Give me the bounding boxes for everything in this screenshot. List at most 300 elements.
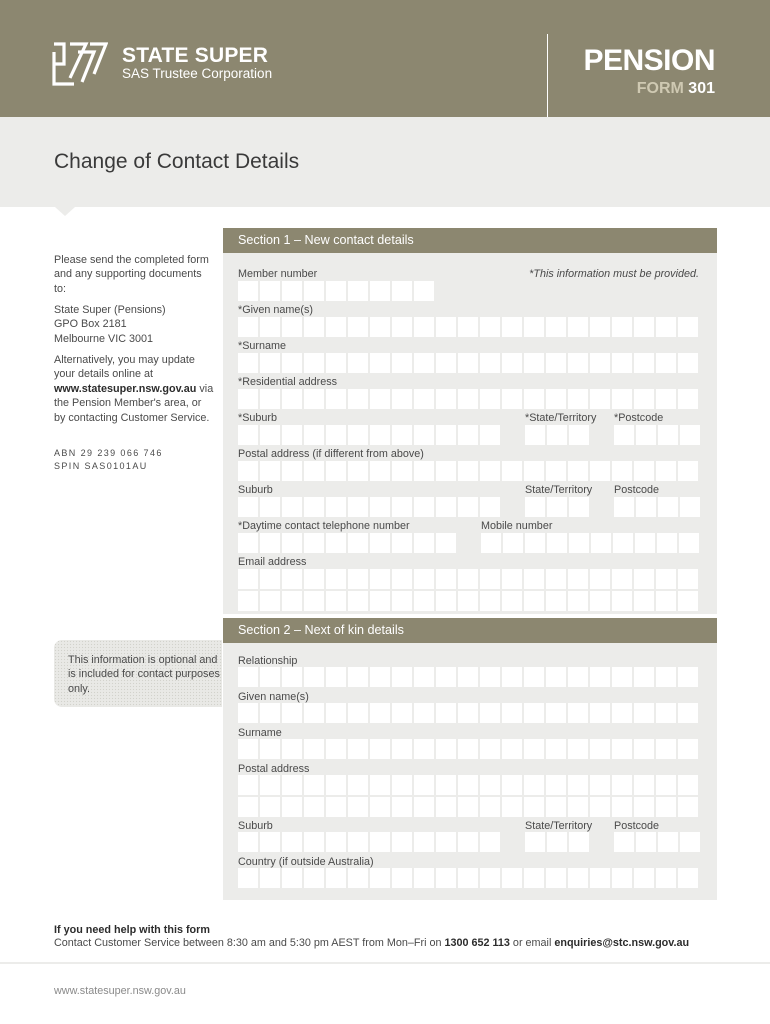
char-box[interactable]	[524, 739, 544, 759]
char-box[interactable]	[392, 868, 412, 888]
char-box[interactable]	[414, 832, 434, 852]
char-box[interactable]	[282, 591, 302, 611]
char-box[interactable]	[238, 461, 258, 481]
char-box[interactable]	[612, 667, 632, 687]
char-box[interactable]	[392, 425, 412, 445]
char-box[interactable]	[370, 569, 390, 589]
char-box[interactable]	[370, 533, 390, 553]
char-box[interactable]	[458, 775, 478, 795]
char-box[interactable]	[678, 569, 698, 589]
char-box[interactable]	[502, 703, 522, 723]
char-box[interactable]	[524, 775, 544, 795]
char-box[interactable]	[590, 389, 610, 409]
char-box[interactable]	[458, 353, 478, 373]
char-box[interactable]	[525, 497, 545, 517]
char-box[interactable]	[590, 775, 610, 795]
char-box[interactable]	[569, 425, 589, 445]
char-box[interactable]	[436, 739, 456, 759]
char-box[interactable]	[502, 868, 522, 888]
postal-postcode-input[interactable]	[614, 497, 702, 517]
char-box[interactable]	[348, 703, 368, 723]
char-box[interactable]	[524, 317, 544, 337]
char-box[interactable]	[612, 797, 632, 817]
char-box[interactable]	[348, 317, 368, 337]
char-box[interactable]	[656, 868, 676, 888]
char-box[interactable]	[568, 591, 588, 611]
char-box[interactable]	[304, 389, 324, 409]
char-box[interactable]	[547, 497, 567, 517]
char-box[interactable]	[282, 797, 302, 817]
char-box[interactable]	[414, 353, 434, 373]
char-box[interactable]	[568, 461, 588, 481]
daytime-phone-input[interactable]	[238, 533, 458, 553]
char-box[interactable]	[678, 591, 698, 611]
char-box[interactable]	[547, 533, 567, 553]
char-box[interactable]	[502, 667, 522, 687]
char-box[interactable]	[590, 591, 610, 611]
char-box[interactable]	[326, 667, 346, 687]
char-box[interactable]	[282, 533, 302, 553]
char-box[interactable]	[304, 533, 324, 553]
char-box[interactable]	[634, 569, 654, 589]
char-box[interactable]	[392, 775, 412, 795]
char-box[interactable]	[590, 797, 610, 817]
char-box[interactable]	[568, 797, 588, 817]
char-box[interactable]	[568, 775, 588, 795]
char-box[interactable]	[458, 703, 478, 723]
char-box[interactable]	[568, 739, 588, 759]
char-box[interactable]	[525, 832, 545, 852]
char-box[interactable]	[238, 389, 258, 409]
char-box[interactable]	[304, 461, 324, 481]
char-box[interactable]	[568, 569, 588, 589]
char-box[interactable]	[282, 317, 302, 337]
char-box[interactable]	[546, 591, 566, 611]
char-box[interactable]	[480, 868, 500, 888]
char-box[interactable]	[238, 317, 258, 337]
char-box[interactable]	[614, 832, 634, 852]
char-box[interactable]	[678, 739, 698, 759]
char-box[interactable]	[436, 353, 456, 373]
char-box[interactable]	[436, 425, 456, 445]
char-box[interactable]	[370, 497, 390, 517]
char-box[interactable]	[436, 667, 456, 687]
char-box[interactable]	[568, 389, 588, 409]
char-box[interactable]	[634, 317, 654, 337]
char-box[interactable]	[414, 667, 434, 687]
char-box[interactable]	[613, 533, 633, 553]
char-box[interactable]	[282, 353, 302, 373]
char-box[interactable]	[524, 461, 544, 481]
char-box[interactable]	[282, 497, 302, 517]
char-box[interactable]	[260, 533, 280, 553]
char-box[interactable]	[260, 497, 280, 517]
char-box[interactable]	[634, 353, 654, 373]
char-box[interactable]	[304, 569, 324, 589]
char-box[interactable]	[370, 461, 390, 481]
char-box[interactable]	[656, 569, 676, 589]
char-box[interactable]	[414, 533, 434, 553]
char-box[interactable]	[458, 667, 478, 687]
char-box[interactable]	[326, 703, 346, 723]
char-box[interactable]	[238, 569, 258, 589]
char-box[interactable]	[569, 832, 589, 852]
char-box[interactable]	[656, 667, 676, 687]
char-box[interactable]	[304, 425, 324, 445]
email-input-row-1[interactable]	[238, 569, 700, 589]
website-link[interactable]: www.statesuper.nsw.gov.au	[54, 985, 186, 997]
char-box[interactable]	[502, 389, 522, 409]
char-box[interactable]	[348, 281, 368, 301]
char-box[interactable]	[656, 461, 676, 481]
char-box[interactable]	[678, 797, 698, 817]
char-box[interactable]	[348, 425, 368, 445]
char-box[interactable]	[370, 832, 390, 852]
char-box[interactable]	[546, 353, 566, 373]
char-box[interactable]	[656, 775, 676, 795]
char-box[interactable]	[680, 425, 700, 445]
char-box[interactable]	[679, 533, 699, 553]
char-box[interactable]	[614, 497, 634, 517]
char-box[interactable]	[503, 533, 523, 553]
char-box[interactable]	[304, 797, 324, 817]
nok-given-names-input[interactable]	[238, 703, 700, 723]
char-box[interactable]	[370, 775, 390, 795]
char-box[interactable]	[414, 591, 434, 611]
char-box[interactable]	[282, 425, 302, 445]
char-box[interactable]	[304, 739, 324, 759]
char-box[interactable]	[370, 591, 390, 611]
char-box[interactable]	[568, 667, 588, 687]
postal-state-input[interactable]	[525, 497, 591, 517]
char-box[interactable]	[480, 461, 500, 481]
char-box[interactable]	[282, 569, 302, 589]
char-box[interactable]	[414, 703, 434, 723]
char-box[interactable]	[657, 533, 677, 553]
char-box[interactable]	[546, 797, 566, 817]
char-box[interactable]	[569, 497, 589, 517]
char-box[interactable]	[304, 868, 324, 888]
char-box[interactable]	[656, 797, 676, 817]
char-box[interactable]	[348, 497, 368, 517]
char-box[interactable]	[458, 868, 478, 888]
char-box[interactable]	[458, 569, 478, 589]
char-box[interactable]	[282, 703, 302, 723]
char-box[interactable]	[304, 317, 324, 337]
char-box[interactable]	[282, 832, 302, 852]
char-box[interactable]	[414, 425, 434, 445]
char-box[interactable]	[524, 353, 544, 373]
nok-state-input[interactable]	[525, 832, 591, 852]
char-box[interactable]	[238, 533, 258, 553]
char-box[interactable]	[238, 497, 258, 517]
char-box[interactable]	[658, 497, 678, 517]
residential-address-input[interactable]	[238, 389, 700, 409]
postcode-input[interactable]	[614, 425, 702, 445]
char-box[interactable]	[414, 497, 434, 517]
char-box[interactable]	[392, 703, 412, 723]
char-box[interactable]	[480, 832, 500, 852]
char-box[interactable]	[326, 775, 346, 795]
char-box[interactable]	[260, 425, 280, 445]
char-box[interactable]	[392, 497, 412, 517]
char-box[interactable]	[392, 389, 412, 409]
nok-suburb-input[interactable]	[238, 832, 502, 852]
char-box[interactable]	[480, 425, 500, 445]
char-box[interactable]	[238, 667, 258, 687]
char-box[interactable]	[436, 591, 456, 611]
char-box[interactable]	[326, 533, 346, 553]
char-box[interactable]	[525, 425, 545, 445]
char-box[interactable]	[282, 775, 302, 795]
char-box[interactable]	[326, 832, 346, 852]
nok-postcode-input[interactable]	[614, 832, 702, 852]
char-box[interactable]	[282, 868, 302, 888]
char-box[interactable]	[458, 461, 478, 481]
char-box[interactable]	[414, 739, 434, 759]
char-box[interactable]	[612, 775, 632, 795]
char-box[interactable]	[612, 703, 632, 723]
char-box[interactable]	[326, 868, 346, 888]
char-box[interactable]	[370, 317, 390, 337]
char-box[interactable]	[348, 389, 368, 409]
char-box[interactable]	[304, 353, 324, 373]
char-box[interactable]	[370, 797, 390, 817]
char-box[interactable]	[436, 703, 456, 723]
char-box[interactable]	[634, 797, 654, 817]
char-box[interactable]	[546, 389, 566, 409]
char-box[interactable]	[524, 703, 544, 723]
char-box[interactable]	[436, 569, 456, 589]
char-box[interactable]	[568, 703, 588, 723]
char-box[interactable]	[634, 775, 654, 795]
char-box[interactable]	[678, 868, 698, 888]
char-box[interactable]	[260, 461, 280, 481]
char-box[interactable]	[282, 389, 302, 409]
char-box[interactable]	[590, 317, 610, 337]
char-box[interactable]	[436, 868, 456, 888]
char-box[interactable]	[392, 797, 412, 817]
char-box[interactable]	[524, 591, 544, 611]
char-box[interactable]	[480, 389, 500, 409]
char-box[interactable]	[348, 667, 368, 687]
char-box[interactable]	[524, 569, 544, 589]
mobile-input[interactable]	[481, 533, 701, 553]
char-box[interactable]	[326, 353, 346, 373]
char-box[interactable]	[590, 667, 610, 687]
char-box[interactable]	[547, 832, 567, 852]
char-box[interactable]	[414, 461, 434, 481]
char-box[interactable]	[656, 317, 676, 337]
country-input[interactable]	[238, 868, 700, 888]
char-box[interactable]	[634, 703, 654, 723]
char-box[interactable]	[680, 832, 700, 852]
given-names-input[interactable]	[238, 317, 700, 337]
char-box[interactable]	[260, 317, 280, 337]
member-number-input[interactable]	[238, 281, 436, 301]
char-box[interactable]	[238, 591, 258, 611]
char-box[interactable]	[436, 832, 456, 852]
char-box[interactable]	[656, 703, 676, 723]
char-box[interactable]	[304, 497, 324, 517]
relationship-input[interactable]	[238, 667, 700, 687]
char-box[interactable]	[436, 797, 456, 817]
char-box[interactable]	[326, 281, 346, 301]
char-box[interactable]	[480, 667, 500, 687]
char-box[interactable]	[458, 591, 478, 611]
char-box[interactable]	[392, 739, 412, 759]
postal-address-input[interactable]	[238, 461, 700, 481]
suburb-input[interactable]	[238, 425, 502, 445]
char-box[interactable]	[634, 868, 654, 888]
char-box[interactable]	[480, 739, 500, 759]
char-box[interactable]	[678, 389, 698, 409]
char-box[interactable]	[304, 281, 324, 301]
char-box[interactable]	[392, 281, 412, 301]
char-box[interactable]	[326, 389, 346, 409]
char-box[interactable]	[502, 569, 522, 589]
char-box[interactable]	[568, 317, 588, 337]
char-box[interactable]	[260, 389, 280, 409]
char-box[interactable]	[238, 353, 258, 373]
char-box[interactable]	[658, 832, 678, 852]
char-box[interactable]	[502, 317, 522, 337]
char-box[interactable]	[260, 569, 280, 589]
char-box[interactable]	[612, 591, 632, 611]
char-box[interactable]	[480, 317, 500, 337]
char-box[interactable]	[524, 868, 544, 888]
char-box[interactable]	[458, 425, 478, 445]
char-box[interactable]	[238, 281, 258, 301]
char-box[interactable]	[634, 591, 654, 611]
char-box[interactable]	[260, 739, 280, 759]
char-box[interactable]	[370, 703, 390, 723]
char-box[interactable]	[634, 461, 654, 481]
char-box[interactable]	[524, 667, 544, 687]
char-box[interactable]	[525, 533, 545, 553]
char-box[interactable]	[546, 868, 566, 888]
char-box[interactable]	[591, 533, 611, 553]
char-box[interactable]	[524, 389, 544, 409]
char-box[interactable]	[348, 591, 368, 611]
char-box[interactable]	[392, 569, 412, 589]
char-box[interactable]	[634, 667, 654, 687]
char-box[interactable]	[414, 775, 434, 795]
char-box[interactable]	[304, 832, 324, 852]
char-box[interactable]	[546, 703, 566, 723]
char-box[interactable]	[436, 461, 456, 481]
char-box[interactable]	[282, 461, 302, 481]
char-box[interactable]	[502, 797, 522, 817]
char-box[interactable]	[370, 739, 390, 759]
char-box[interactable]	[546, 667, 566, 687]
char-box[interactable]	[348, 353, 368, 373]
char-box[interactable]	[636, 497, 656, 517]
char-box[interactable]	[238, 775, 258, 795]
char-box[interactable]	[370, 425, 390, 445]
char-box[interactable]	[326, 317, 346, 337]
char-box[interactable]	[436, 775, 456, 795]
char-box[interactable]	[370, 281, 390, 301]
char-box[interactable]	[414, 569, 434, 589]
char-box[interactable]	[546, 461, 566, 481]
char-box[interactable]	[436, 497, 456, 517]
char-box[interactable]	[502, 591, 522, 611]
char-box[interactable]	[678, 317, 698, 337]
char-box[interactable]	[326, 569, 346, 589]
char-box[interactable]	[636, 425, 656, 445]
char-box[interactable]	[260, 832, 280, 852]
char-box[interactable]	[590, 569, 610, 589]
char-box[interactable]	[326, 425, 346, 445]
surname-input[interactable]	[238, 353, 700, 373]
char-box[interactable]	[326, 461, 346, 481]
char-box[interactable]	[658, 425, 678, 445]
char-box[interactable]	[502, 739, 522, 759]
char-box[interactable]	[282, 667, 302, 687]
char-box[interactable]	[678, 353, 698, 373]
char-box[interactable]	[326, 591, 346, 611]
char-box[interactable]	[260, 353, 280, 373]
char-box[interactable]	[348, 569, 368, 589]
char-box[interactable]	[392, 353, 412, 373]
postal-suburb-input[interactable]	[238, 497, 502, 517]
char-box[interactable]	[238, 832, 258, 852]
char-box[interactable]	[238, 868, 258, 888]
char-box[interactable]	[612, 868, 632, 888]
char-box[interactable]	[370, 353, 390, 373]
char-box[interactable]	[392, 317, 412, 337]
char-box[interactable]	[502, 353, 522, 373]
char-box[interactable]	[502, 461, 522, 481]
char-box[interactable]	[590, 461, 610, 481]
char-box[interactable]	[326, 739, 346, 759]
char-box[interactable]	[282, 281, 302, 301]
char-box[interactable]	[568, 868, 588, 888]
char-box[interactable]	[260, 868, 280, 888]
char-box[interactable]	[348, 461, 368, 481]
char-box[interactable]	[260, 797, 280, 817]
char-box[interactable]	[680, 497, 700, 517]
char-box[interactable]	[282, 739, 302, 759]
char-box[interactable]	[678, 703, 698, 723]
char-box[interactable]	[260, 667, 280, 687]
char-box[interactable]	[458, 317, 478, 337]
char-box[interactable]	[481, 533, 501, 553]
char-box[interactable]	[392, 533, 412, 553]
char-box[interactable]	[590, 868, 610, 888]
char-box[interactable]	[304, 703, 324, 723]
char-box[interactable]	[348, 775, 368, 795]
char-box[interactable]	[480, 797, 500, 817]
char-box[interactable]	[656, 739, 676, 759]
char-box[interactable]	[392, 591, 412, 611]
char-box[interactable]	[392, 832, 412, 852]
char-box[interactable]	[480, 569, 500, 589]
char-box[interactable]	[612, 569, 632, 589]
char-box[interactable]	[458, 797, 478, 817]
char-box[interactable]	[414, 389, 434, 409]
char-box[interactable]	[348, 533, 368, 553]
char-box[interactable]	[348, 832, 368, 852]
char-box[interactable]	[502, 775, 522, 795]
char-box[interactable]	[348, 739, 368, 759]
char-box[interactable]	[547, 425, 567, 445]
char-box[interactable]	[524, 797, 544, 817]
char-box[interactable]	[656, 353, 676, 373]
char-box[interactable]	[326, 497, 346, 517]
char-box[interactable]	[348, 868, 368, 888]
